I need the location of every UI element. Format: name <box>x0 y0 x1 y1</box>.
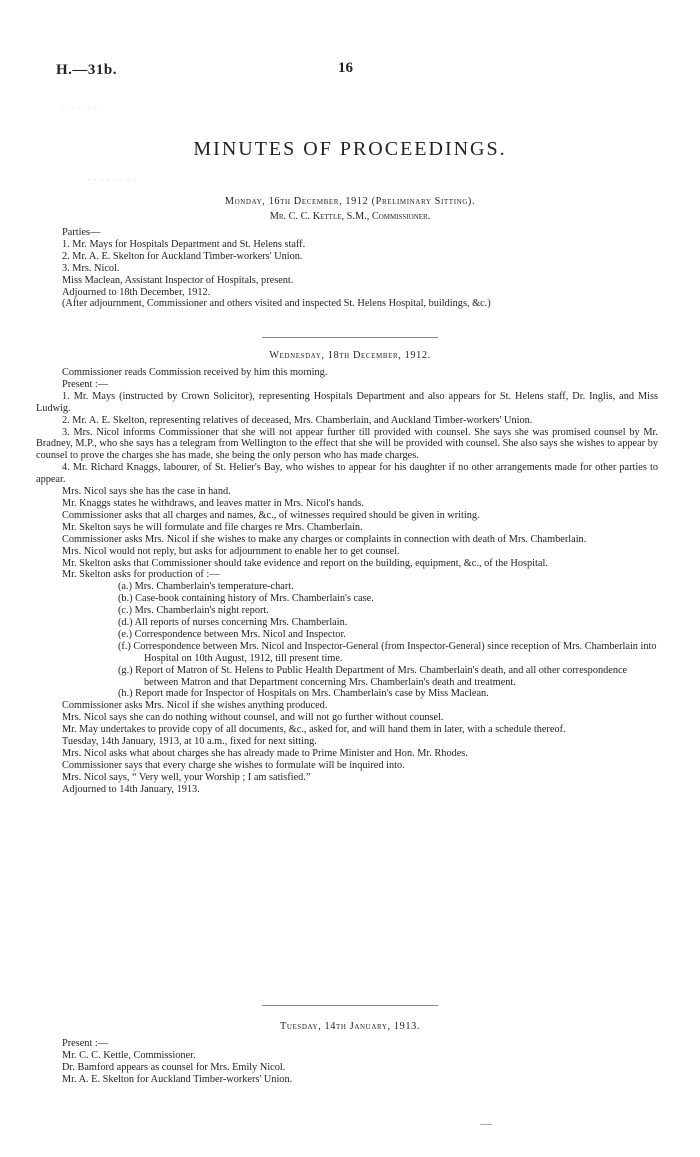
sitting-1-line: Adjourned to 18th December, 1912. <box>62 286 211 298</box>
production-list-item: (a.) Mrs. Chamberlain's temperature-chart. <box>118 581 294 593</box>
sitting-2-closing-paragraph: Mrs. Nicol says, “ Very well, your Worship ; I am satisfied.” <box>62 771 311 783</box>
sitting-3-line: Present :— <box>62 1038 109 1049</box>
sitting-2-closing-paragraph: Mr. May undertakes to provide copy of all documents, &c., asked for, and will hand them in later, with a schedule thereof. <box>62 724 566 736</box>
faint-show-through: . . . . . . . . <box>88 172 137 182</box>
sitting-1-line: Miss Maclean, Assistant Inspector of Hospitals, present. <box>62 274 294 286</box>
production-list-item: (e.) Correspondence between Mrs. Nicol and Inspector. <box>118 628 346 640</box>
sitting-2-closing-paragraph: Tuesday, 14th January, 1913, at 10 a.m., fixed for next sitting. <box>62 736 317 748</box>
section-divider <box>262 1005 438 1006</box>
document-reference: H.—31b. <box>56 62 118 78</box>
sitting-2-paragraph: Mr. Skelton asks for production of :— <box>62 569 220 581</box>
production-list-item: (d.) All reports of nurses concerning Mrs. Chamberlain. <box>118 617 348 629</box>
sitting-2-paragraph: 1. Mr. Mays (instructed by Crown Solicitor), representing Hospitals Department and also appears for St. Helens staff, Dr. Inglis, and Miss Ludwig. <box>36 390 658 414</box>
sitting-2-closing-paragraph: Mrs. Nicol says she can do nothing without counsel, and will not go further without counsel. <box>62 712 444 724</box>
production-list <box>36 581 658 700</box>
sitting-3-body <box>36 1038 658 1086</box>
sitting-2-paragraph: Commissioner asks Mrs. Nicol if she wishes to make any charges or complaints in connection with death of Mrs. Chamberlain. <box>62 533 587 545</box>
section-divider <box>262 337 438 338</box>
sitting-1-line: 1. Mr. Mays for Hospitals Department and St. Helens staff. <box>62 238 306 250</box>
sitting-2-paragraph: Mr. Skelton says he will formulate and file charges re Mrs. Chamberlain. <box>62 521 363 533</box>
sitting-2-paragraph: Mr. Knaggs states he withdraws, and leaves matter in Mrs. Nicol's hands. <box>62 497 364 509</box>
sitting-2-paragraph: Commissioner reads Commission received by him this morning. <box>62 367 328 378</box>
sitting-1-commissioner: Mr. C. C. Kettle, S.M., Commissioner. <box>269 211 431 222</box>
sitting-2-closing-paragraph: Commissioner asks Mrs. Nicol if she wishes anything produced. <box>62 700 328 712</box>
sitting-2-paragraph: Present :— <box>62 378 109 390</box>
sitting-1-date-heading: Monday, 16th December, 1912 (Preliminary Sitting). <box>224 196 476 207</box>
production-list-item: (f.) Correspondence between Mrs. Nicol and Inspector-General (from Inspector-General) since reception of Mrs. Chamberlain into Hospital on 10th August, 1912, till present time. <box>118 640 657 664</box>
production-list-item: (c.) Mrs. Chamberlain's night report. <box>118 605 269 617</box>
page-title: MINUTES OF PROCEEDINGS. <box>193 138 507 160</box>
sitting-2-closing-paragraph: Mrs. Nicol asks what about charges she has already made to Prime Minister and Hon. Mr. Rhodes. <box>62 748 468 759</box>
sitting-2-paragraph: Mr. Skelton asks that Commissioner should take evidence and report on the building, equipment, &c., of the Hospital. <box>62 557 548 569</box>
sitting-1-line: 2. Mr. A. E. Skelton for Auckland Timber-workers' Union. <box>62 250 303 262</box>
sitting-2-date-heading: Wednesday, 18th December, 1912. <box>269 350 431 361</box>
sitting-3-line: Mr. A. E. Skelton for Auckland Timber-workers' Union. <box>62 1073 293 1085</box>
sitting-2-paragraph: Commissioner asks that all charges and names, &c., of witnesses required should be given in writing. <box>62 509 480 521</box>
production-list-item: (g.) Report of Matron of St. Helens to Public Health Department of Mrs. Chamberlain's death, and all other correspondence between Matron and that Department concerning Mrs. Chamberlain's death and treatment. <box>118 664 628 688</box>
sitting-1-line: 3. Mrs. Nicol. <box>62 262 120 274</box>
faint-show-through: . .. . .. . . <box>62 100 105 110</box>
production-list-item: (b.) Case-book containing history of Mrs. Chamberlain's case. <box>118 593 374 605</box>
production-list-item: (h.) Report made for Inspector of Hospitals on Mrs. Chamberlain's case by Miss Maclean. <box>118 688 489 700</box>
sitting-1-line: Parties— <box>62 227 101 238</box>
sitting-3-line: Dr. Bamford appears as counsel for Mrs. Emily Nicol. <box>62 1061 286 1073</box>
sitting-2-paragraph: 3. Mrs. Nicol informs Commissioner that she will not appear further till provided with counsel. She says she was promised counsel by Mr. Bradney, M.P., who she says has a telegram from Wellington to the effect that she will be provided with counsel. She also says she wishes to appear by counsel to prove the charges she has made, she being the only person who has made charges. <box>36 426 658 462</box>
sitting-3-date-heading: Tuesday, 14th January, 1913. <box>279 1021 421 1032</box>
sitting-1-body <box>36 227 658 310</box>
sitting-2-paragraph: 2. Mr. A. E. Skelton, representing relatives of deceased, Mrs. Chamberlain, and Auckland Timber-workers' Union. <box>62 414 533 426</box>
sitting-2-paragraph: 4. Mr. Richard Knaggs, labourer, of St. Helier's Bay, who wishes to appear for his daughter if no other arrangements made for other parties to appear. <box>36 462 658 486</box>
page-mark <box>480 1124 492 1125</box>
sitting-3-line: Mr. C. C. Kettle, Commissioner. <box>62 1049 196 1061</box>
sitting-2-closing-paragraph: Adjourned to 14th January, 1913. <box>62 783 200 795</box>
sitting-2-body <box>36 367 658 796</box>
sitting-2-closing-paragraph: Commissioner says that every charge she wishes to formulate will be inquired into. <box>62 759 405 771</box>
page-number: 16 <box>338 60 353 76</box>
sitting-2-paragraph: Mrs. Nicol says she has the case in hand. <box>62 486 231 498</box>
sitting-1-line: (After adjournment, Commissioner and others visited and inspected St. Helens Hospital, buildings, &c.) <box>62 298 491 310</box>
sitting-2-paragraph: Mrs. Nicol would not reply, but asks for adjournment to enable her to get counsel. <box>62 545 400 557</box>
